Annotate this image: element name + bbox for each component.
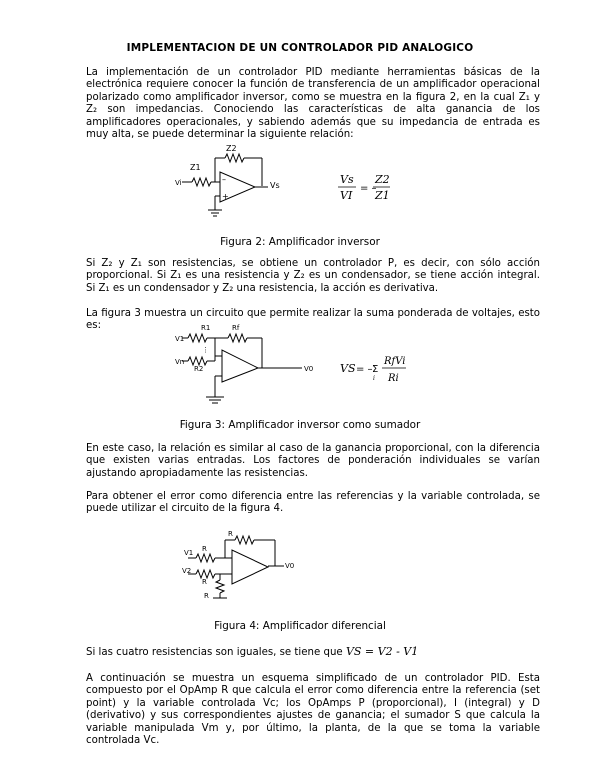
fig2-label-vs: Vs: [270, 181, 280, 190]
fig3-label-vo: V0: [304, 365, 314, 373]
equal-resistors-text: Si las cuatro resistencias son iguales, se tiene que: [86, 647, 343, 658]
fig3-eq-lhs: VS: [340, 362, 356, 375]
fig4-label-r2: R: [202, 578, 207, 586]
fig2-eq-rhs-num: Z2: [375, 173, 390, 186]
paragraph-error: Para obtener el error como diferencia entre las referencias y la variable controlada, se puede utilizar el circuito de la figura 4.: [86, 491, 540, 515]
paragraph-equal-resistors: [86, 646, 540, 659]
fig3-label-rf: Rf: [232, 324, 240, 332]
paragraph-pid-scheme: A continuación se muestra un esquema simplificado de un controlador PID. Esta compuesto por el OpAmp R que calcula el error como diferencia entre la referencia (set point) y la variable controlada Vc; los OpAmps P (proporcional), I (integral) y D (derivativo) y sus correspondientes ajustes de ganancia; el sumador S que calcula la variable manipulada Vm y, por último, la planta, de la que se toma la variable controlada Vc.: [86, 673, 540, 747]
fig4-label-r1: R: [202, 545, 207, 553]
fig2-eq-lhs-den: VI: [340, 189, 353, 202]
figure-2-inverting-amplifier: [170, 140, 430, 230]
fig3-label-dots: ⋮: [202, 346, 209, 354]
difference-equation: VS = V2 - V1: [345, 645, 419, 658]
figure-2-caption: Figura 2: Amplificador inversor: [220, 236, 380, 248]
fig2-plus-sign: +: [222, 192, 229, 201]
figure-4-differential-amplifier: [180, 528, 320, 618]
figure-3-summing-amplifier: [170, 322, 430, 407]
fig2-label-z1: Z1: [190, 163, 201, 172]
fig3-eq-sub: i: [373, 375, 375, 382]
fig4-label-vo: V0: [285, 562, 295, 570]
paragraph-intro: La implementación de un controlador PID mediante herramientas básicas de la electrónica requiere conocer la función de transferencia de un amplificador operacional polarizado como amplificador inversor, como se muestra en la figura 2, en la cual Z₁ y Z₂ son impedancias. Conociendo las características de alta ganancia de los amplificadores operacionales, y sabiendo además que su impedancia de entrada es muy alta, se puede determinar la siguiente relación:: [86, 67, 540, 141]
paragraph-summing: La figura 3 muestra un circuito que permite realizar la suma ponderada de voltajes, esto es:: [86, 308, 540, 332]
fig3-label-r1: R1: [201, 324, 211, 332]
fig3-label-v1: V1: [175, 335, 185, 343]
fig2-eq-lhs-num: Vs: [340, 173, 354, 186]
paragraph-weighting: En este caso, la relación es similar al caso de la ganancia proporcional, con la diferencia que existen varias entradas. Los factores de ponderación individuales se varían ajustando apropiadamente las resistencias.: [86, 443, 540, 479]
paragraph-impedances: Si Z₂ y Z₁ son resistencias, se obtiene un controlador P, es decir, con sólo acción proporcional. Si Z₁ es una resistencia y Z₂ es un condensador, se tiene acción integral. Si Z₁ es un condensador y Z₂ una resistencia, la acción es derivativa.: [86, 258, 540, 294]
fig2-label-vi: Vi: [175, 179, 182, 187]
fig4-label-r-feedback: R: [228, 530, 233, 538]
figure-3-caption: Figura 3: Amplificador inversor como sumador: [179, 419, 421, 431]
document-title: IMPLEMENTACION DE UN CONTROLADOR PID ANALOGICO: [126, 42, 474, 54]
fig3-label-r2: R2: [194, 365, 204, 373]
fig3-label-vn: Vn: [175, 358, 185, 366]
fig3-eq-sign: = –: [356, 364, 373, 375]
fig4-label-r-ground: R: [204, 592, 209, 600]
fig3-eq-den: Ri: [388, 373, 399, 384]
fig4-label-v2: V2: [182, 567, 192, 575]
fig2-eq-sign: = –: [360, 183, 377, 194]
fig2-minus-sign: –: [222, 175, 226, 184]
fig3-eq-sum: Σ: [372, 364, 379, 375]
figure-4-caption: Figura 4: Amplificador diferencial: [214, 620, 386, 632]
fig2-label-z2: Z2: [226, 144, 237, 153]
fig2-eq-rhs-den: Z1: [375, 189, 390, 202]
fig3-eq-num: RfVi: [384, 356, 406, 367]
fig4-label-v1: V1: [184, 549, 194, 557]
